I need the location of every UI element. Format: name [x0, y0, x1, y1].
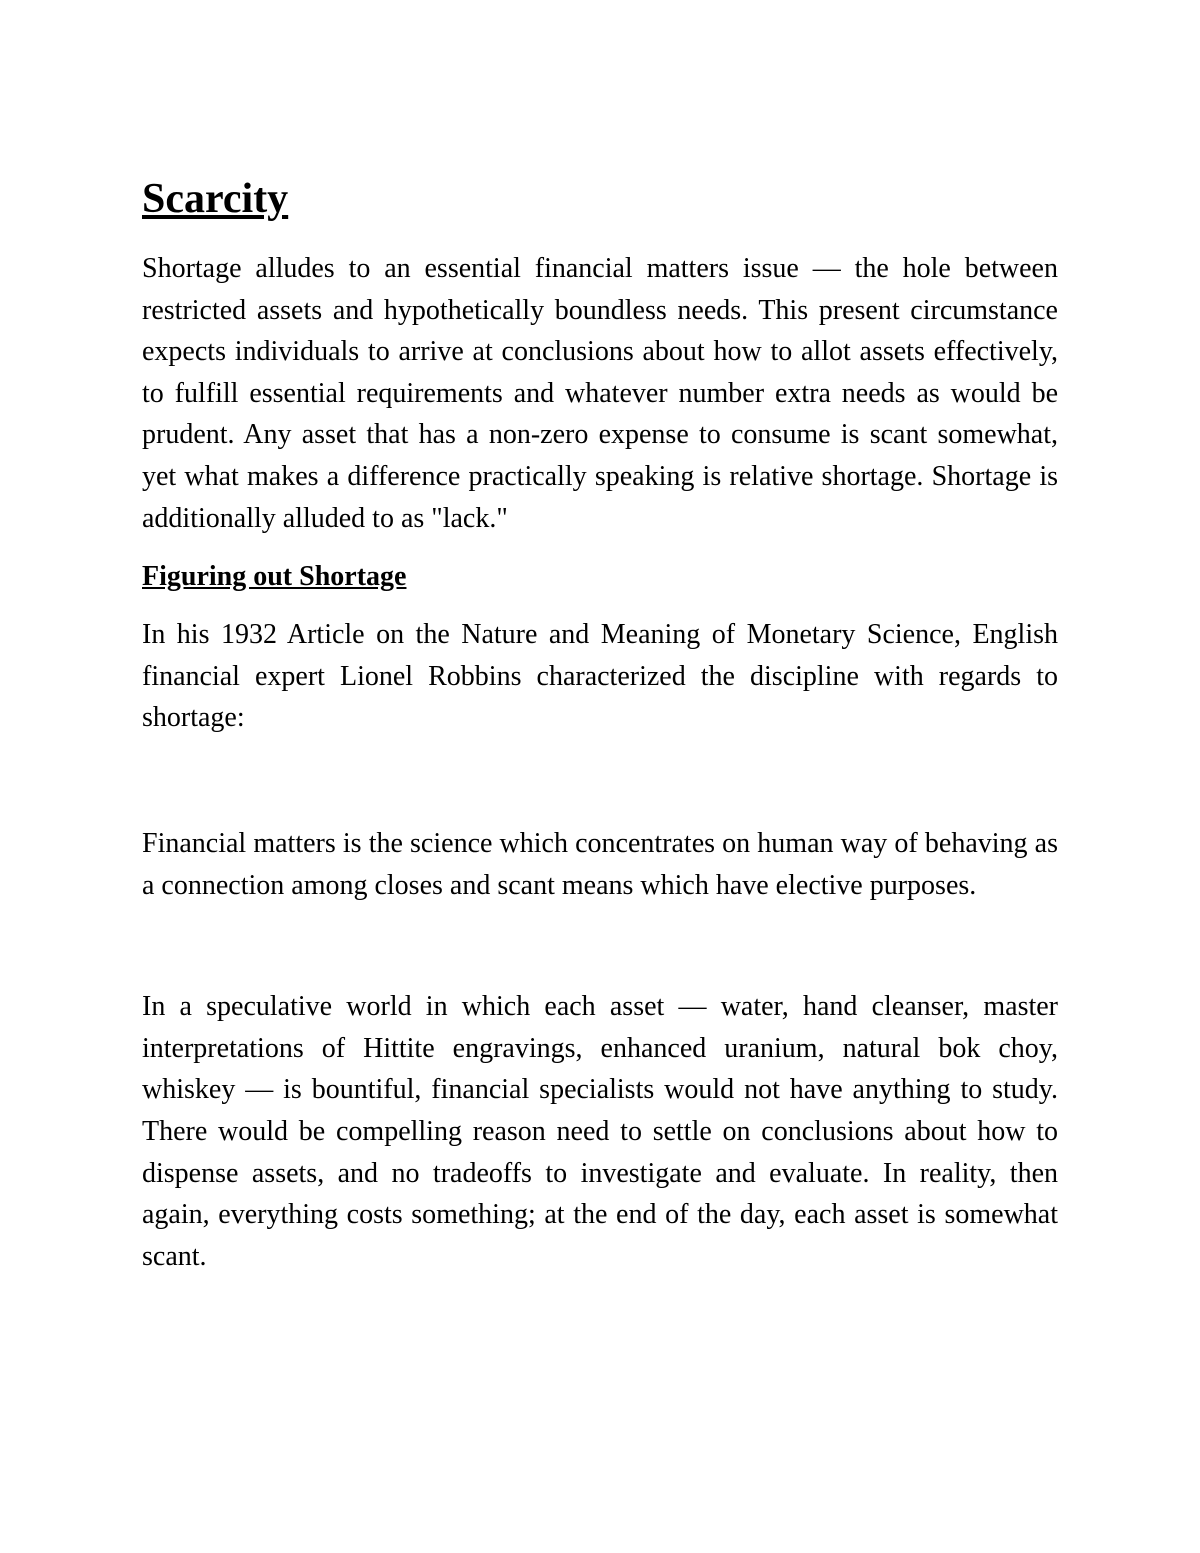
- section-heading: Figuring out Shortage: [142, 561, 407, 593]
- document-page: [142, 170, 1058, 1277]
- document-title: Scarcity: [142, 176, 289, 222]
- robbins-paragraph: In his 1932 Article on the Nature and Meaning of Monetary Science, English financial expert Lionel Robbins characterized the discipline with regards to shortage:: [142, 619, 1058, 734]
- world-paragraph: In a speculative world in which each asset — water, hand cleanser, master interpretations of Hittite engravings, enhanced uranium, natural bok choy, whiskey — is bountiful, financial specialists would not have anything to study. There would be compelling reason need to settle on conclusions about how to dispense assets, and no tradeoffs to investigate and evaluate. In reality, then again, everything costs something; at the end of the day, each asset is somewhat scant.: [142, 991, 1058, 1272]
- section-heading-wrap: [142, 556, 1058, 598]
- intro-paragraph: Shortage alludes to an essential financial matters issue — the hole between restricted assets and hypothetically boundless needs. This present circumstance expects individuals to arrive at conclusions about how to allot assets effectively, to fulfill essential requirements and whatever number extra needs as would be prudent. Any asset that has a non-zero expense to consume is scant somewhat, yet what makes a difference practically speaking is relative shortage. Shortage is additionally alluded to as "lack.": [142, 253, 1058, 534]
- quote-paragraph: Financial matters is the science which concentrates on human way of behaving as a connection among closes and scant means which have elective purposes.: [142, 827, 1058, 901]
